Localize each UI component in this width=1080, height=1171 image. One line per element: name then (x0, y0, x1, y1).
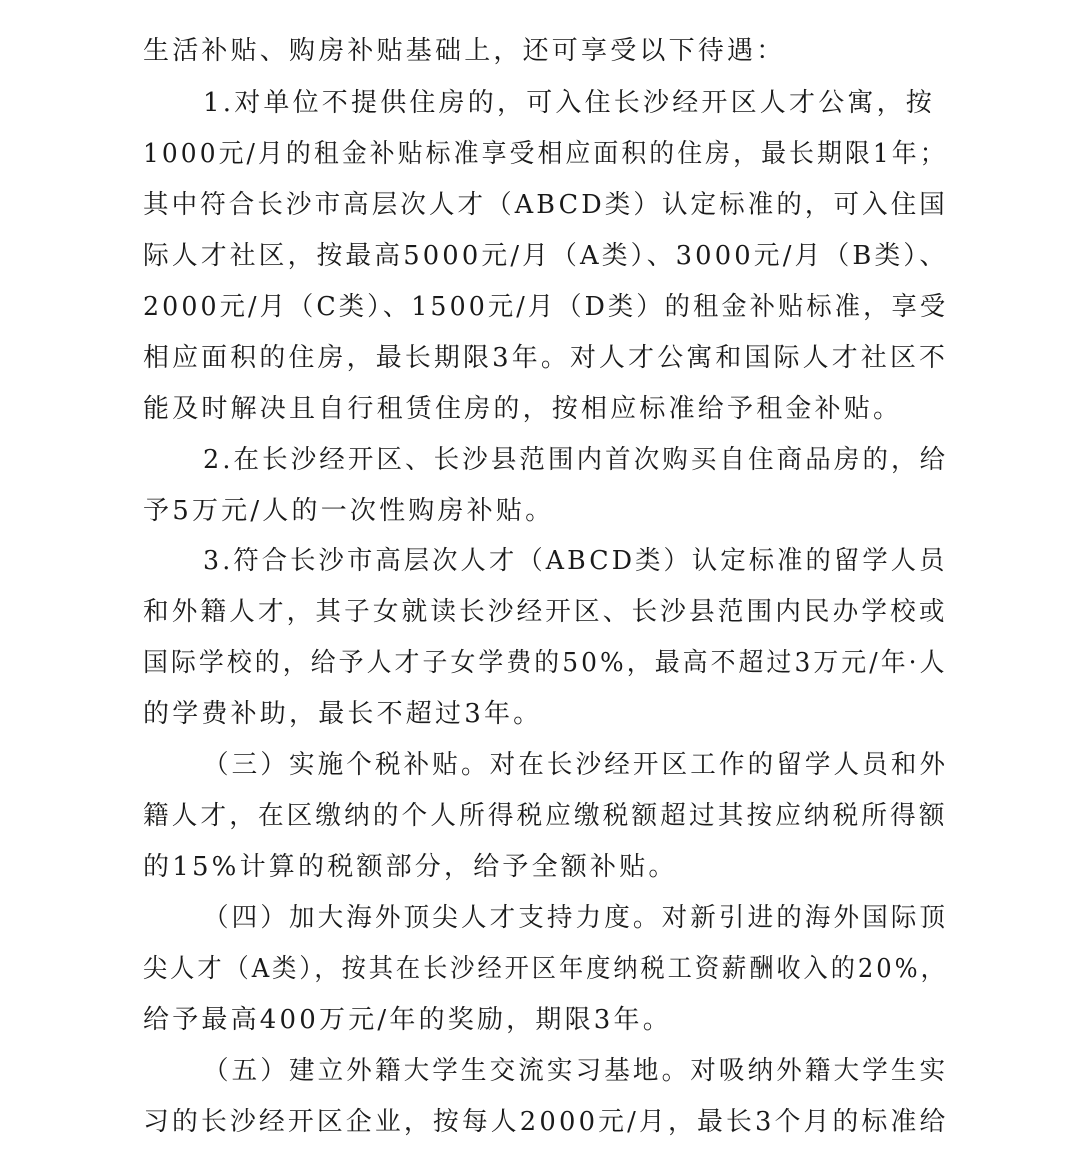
text-line: 生活补贴、购房补贴基础上，还可享受以下待遇： (143, 36, 786, 66)
text-line: 习的长沙经开区企业，按每人2000元/月，最长3个月的标准给 (143, 1107, 949, 1137)
text-line: 的15%计算的税额部分，给予全额补贴。 (143, 852, 678, 882)
text-line: 给予最高400万元/年的奖励，期限3年。 (143, 1005, 672, 1035)
text-line: 际人才社区，按最高5000元/月（A类）、3000元/月（B类）、 (143, 241, 949, 271)
text-line: 国际学校的，给予人才子女学费的50%，最高不超过3万元/年·人 (143, 648, 948, 678)
text-line: 1.对单位不提供住房的，可入住长沙经开区人才公寓，按 (203, 88, 936, 118)
text-line: 3.符合长沙市高层次人才（ABCD类）认定标准的留学人员 (203, 546, 948, 576)
text-line: 相应面积的住房，最长期限3年。对人才公寓和国际人才社区不 (143, 343, 949, 373)
text-line: 尖人才（A类），按其在长沙经开区年度纳税工资薪酬收入的20%， (143, 954, 948, 984)
section-heading-line: （五）建立外籍大学生交流实习基地。对吸纳外籍大学生实 (203, 1056, 949, 1086)
section-heading-line: （三）实施个税补贴。对在长沙经开区工作的留学人员和外 (203, 750, 949, 780)
text-line: 其中符合长沙市高层次人才（ABCD类）认定标准的，可入住国 (143, 190, 948, 220)
text-line: 2000元/月（C类）、1500元/月（D类）的租金补贴标准，享受 (143, 292, 949, 322)
text-line: 1000元/月的租金补贴标准享受相应面积的住房，最长期限1年； (143, 139, 948, 169)
text-line: 2.在长沙经开区、长沙县范围内首次购买自住商品房的，给 (203, 445, 949, 475)
section-heading-line: （四）加大海外顶尖人才支持力度。对新引进的海外国际顶 (203, 903, 949, 933)
text-line: 的学费补助，最长不超过3年。 (143, 699, 543, 729)
text-line: 籍人才，在区缴纳的个人所得税应缴税额超过其按应纳税所得额 (143, 801, 948, 831)
text-line: 予5万元/人的一次性购房补贴。 (143, 496, 555, 526)
text-line: 能及时解决且自行租赁住房的，按相应标准给予租金补贴。 (143, 394, 903, 424)
text-line: 和外籍人才，其子女就读长沙经开区、长沙县范围内民办学校或 (143, 597, 948, 627)
